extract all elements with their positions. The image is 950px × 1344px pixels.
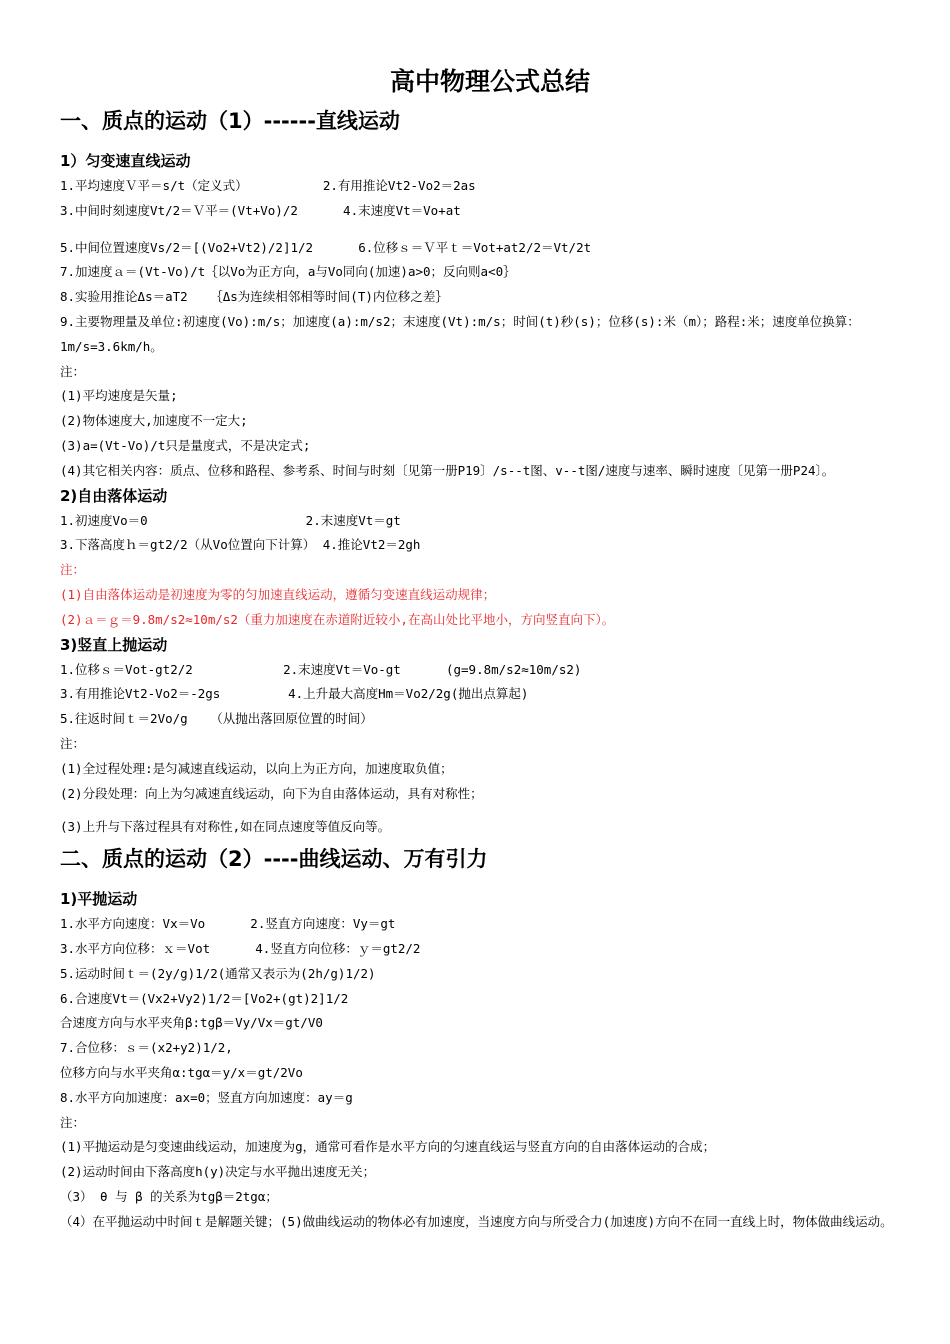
note-line: (2)物体速度大,加速度不一定大; [60,413,248,429]
note-line-highlighted: (1)自由落体运动是初速度为零的匀加速直线运动，遵循匀变速直线运动规律； [60,586,496,602]
subsection-heading-vertical-throw: 3)竖直上抛运动 [60,635,168,654]
note-line: (4)其它相关内容：质点、位移和路程、参考系、时间与时刻〔见第一册P19〕/s--t图、v--t图/速度与速率、瞬时速度〔见第一册P24〕。 [60,462,835,478]
formula-line: 3.有用推论Vt2-Vo2＝-2gs 4.上升最大高度Hm＝Vo2/2g(抛出点算起) [60,686,529,702]
formula-line: 7.加速度ａ＝(Vt-Vo)/t｛以Vo为正方向，a与Vo同向(加速)a>0；反向则a<0｝ [60,264,516,280]
formula-line: 1.平均速度Ｖ平＝s/t（定义式） 2.有用推论Vt2-Vo2＝2as [60,178,476,193]
note-line: (1)平抛运动是匀变速曲线运动，加速度为g，通常可看作是水平方向的匀速直线运与竖直方向的自由落体运动的合成； [60,1139,716,1155]
note-line: (2)分段处理：向上为匀减速直线运动，向下为自由落体运动，具有对称性； [60,785,483,801]
formula-line: 3.中间时刻速度Vt/2＝Ｖ平＝(Vt+Vo)/2 4.末速度Vt＝Vo+at [60,202,461,218]
subsection-heading-free-fall: 2)自由落体运动 [60,486,168,505]
formula-line: 3.水平方向位移：ｘ＝Vot 4.竖直方向位移：ｙ＝gt2/2 [60,940,421,956]
formula-line: 1.位移ｓ＝Vot-gt2/2 2.末速度Vt＝Vo-gt (g=9.8m/s2≈10m/s2) [60,661,582,677]
note-line: （4）在平抛运动中时间ｔ是解题关键；(5)做曲线运动的物体必有加速度，当速度方向与所受合力(加速度)方向不在同一直线上时，物体做曲线运动。 [60,1213,893,1229]
note-label: 注： [60,1114,86,1130]
formula-line: 1.水平方向速度：Vx＝Vo 2.竖直方向速度：Vy＝gt [60,916,396,932]
formula-line: 8.水平方向加速度：ax=0；竖直方向加速度：ay＝g [60,1089,353,1105]
note-line: (3)上升与下落过程具有对称性,如在同点速度等值反向等。 [60,819,391,835]
section-heading-2: 二、质点的运动（2）----曲线运动、万有引力 [60,847,488,872]
subsection-heading-uniform-acceleration: 1）匀变速直线运动 [60,152,191,170]
formula-line: 1.初速度Vo＝0 2.末速度Vt＝gt [60,512,401,528]
formula-line: 6.合速度Vt＝(Vx2+Vy2)1/2＝[Vo2+(gt)2]1/2 [60,990,349,1006]
formula-line: 9.主要物理量及单位:初速度(Vo):m/s；加速度(a):m/s2；末速度(Vt):m/s；时间(t)秒(s)；位移(s):米（m）；路程:米；速度单位换算：1m/s=3.6km/h。 [60,313,860,354]
note-line: (3)a=(Vt-Vo)/t只是量度式，不是决定式; [60,437,311,453]
formula-line: 7.合位移：ｓ＝(x2+y2)1/2, [60,1040,233,1056]
note-label: 注： [60,363,86,379]
note-line: (1)全过程处理:是匀减速直线运动，以向上为正方向，加速度取负值； [60,760,453,776]
formula-line: 3.下落高度ｈ＝gt2/2（从Vo位置向下计算） 4.推论Vt2＝2gh [60,537,421,553]
page-title: 高中物理公式总结 [389,67,590,96]
note-line: （3） θ 与 β 的关系为tgβ＝2tgα； [60,1188,278,1204]
formula-line: 5.运动时间ｔ＝(2y/g)1/2(通常又表示为(2h/g)1/2) [60,965,376,981]
note-line-highlighted: (2)ａ＝ｇ＝9.8m/s2≈10m/s2（重力加速度在赤道附近较小,在高山处比平地小，方向竖直向下）。 [60,611,615,627]
note-label: 注： [60,562,86,578]
section-heading-1: 一、质点的运动（1）------直线运动 [60,109,400,133]
formula-line: 位移方向与水平夹角α:tgα＝y/x＝gt/2Vo [60,1064,303,1080]
formula-line: 5.中间位置速度Vs/2＝[(Vo2+Vt2)/2]1/2 6.位移ｓ＝Ｖ平ｔ＝Vot+at2/2＝Vt/2t [60,239,592,255]
note-label: 注： [60,735,86,751]
formula-line: 5.往返时间ｔ＝2Vo/g （从抛出落回原位置的时间） [60,711,373,727]
note-line: (1)平均速度是矢量; [60,388,178,404]
formula-line: 合速度方向与水平夹角β:tgβ＝Vy/Vx＝gt/V0 [60,1015,323,1031]
note-line: (2)运动时间由下落高度h(y)决定与水平抛出速度无关； [60,1164,376,1180]
subsection-heading-projectile: 1)平抛运动 [60,890,138,909]
formula-line: 8.实验用推论Δs＝aT2 ｛Δs为连续相邻相等时间(T)内位移之差｝ [60,289,448,305]
